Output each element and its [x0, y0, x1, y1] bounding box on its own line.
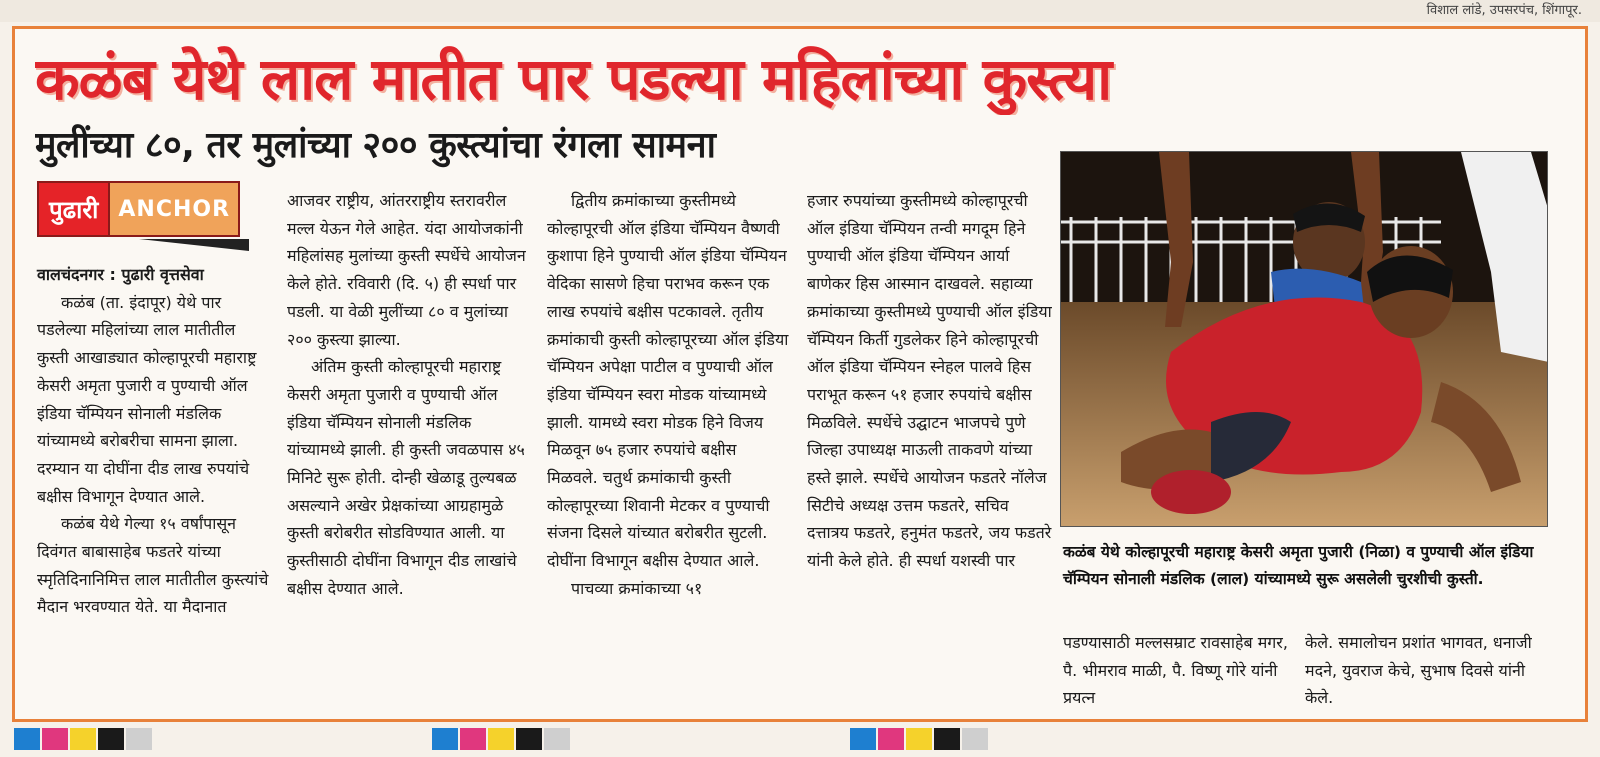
color-swatch	[14, 728, 40, 750]
headline: कळंब येथे लाल मातीत पार पडल्या महिलांच्या कुस्त्या	[35, 45, 1112, 113]
article-column-2	[287, 187, 527, 603]
article-column-6	[1305, 629, 1550, 712]
subheadline: मुलींच्या ८०, तर मुलांच्या २०० कुस्त्यांचा रंगला सामना	[35, 125, 716, 166]
paragraph: कळंब (ता. इंदापूर) येथे पार पडलेल्या महिलांच्या लाल मातीतील कुस्ती आखाड्यात कोल्हापूरची महाराष्ट्र केसरी अमृता पुजारी व पुण्याची ऑल इंडिया चॅम्पियन सोनाली मंडलिक यांच्यामध्ये बरोबरीचा सामना झाला. दरम्यान या दोघींना दीड लाख रुपयांचे बक्षीस विभागून देण्यात आले.	[37, 292, 257, 506]
article-column-5	[1063, 629, 1293, 712]
color-swatch	[906, 728, 932, 750]
wrestling-photo	[1060, 151, 1548, 527]
top-strip-text: विशाल लांडे, उपसरपंच, शिंगापूर.	[1426, 3, 1582, 18]
color-swatch	[516, 728, 542, 750]
paragraph: पाचव्या क्रमांकाच्या ५१	[571, 578, 703, 598]
color-swatch	[850, 728, 876, 750]
article-frame	[12, 26, 1588, 722]
color-swatch	[544, 728, 570, 750]
paragraph: कळंब येथे गेल्या १५ वर्षांपासून दिवंगत बाबासाहेब फडतरे यांच्या स्मृतिदिनानिमित्त लाल मातीतील कुस्त्यांचे मैदान भरवण्यात येते. या मैदानात	[37, 514, 269, 617]
article-column-1	[37, 261, 272, 621]
logo-tail-shape	[139, 239, 249, 251]
registration-marks	[14, 728, 154, 757]
top-strip	[0, 0, 1600, 22]
color-swatch	[42, 728, 68, 750]
color-swatch	[432, 728, 458, 750]
registration-marks	[850, 728, 990, 757]
registration-marks	[432, 728, 572, 757]
color-swatch	[962, 728, 988, 750]
color-swatch	[98, 728, 124, 750]
article-column-3	[547, 187, 792, 603]
pudhari-anchor-logo	[37, 181, 240, 237]
color-swatch	[934, 728, 960, 750]
dateline: वालचंदनगर : पुढारी वृत्तसेवा	[37, 265, 204, 284]
paragraph: द्वितीय क्रमांकाच्या कुस्तीमध्ये कोल्हापूरची ऑल इंडिया चॅम्पियन वैष्णवी कुशापा हिने पुण्याची ऑल इंडिया चॅम्पियन वेदिका सासणे हिचा पराभव करून एक लाख रुपयांचे बक्षीस पटकावले. तृतीय क्रमांकाची कुस्ती कोल्हापूरच्या ऑल इंडिया चॅम्पियन अपेक्षा पाटील व पुण्याची ऑल इंडिया चॅम्पियन स्वरा मोडक यांच्यामध्ये झाली. यामध्ये स्वरा मोडक हिने विजय मिळवून ७५ हजार रुपयांचे बक्षीस मिळवले. चतुर्थ क्रमांकाची कुस्ती कोल्हापूरच्या शिवानी मेटकर व पुण्याची संजना दिसले यांच्यात बरोबरीत सुटली. दोघींना विभागून बक्षीस देण्यात आले.	[547, 191, 789, 571]
logo-brand: पुढारी	[37, 181, 110, 237]
paragraph: केले. समालोचन प्रशांत भागवत, धनाजी मदने, युवराज केचे, सुभाष दिवसे यांनी केले.	[1305, 633, 1532, 708]
paragraph: अंतिम कुस्ती कोल्हापूरची महाराष्ट्र केसरी अमृता पुजारी व पुण्याची ऑल इंडिया चॅम्पियन सोनाली मंडलिक यांच्यामध्ये झाली. ही कुस्ती जवळपास ४५ मिनिटे सुरू होती. दोन्ही खेळाडू तुल्यबळ असल्याने अखेर प्रेक्षकांच्या आग्रहामुळे कुस्ती बरोबरीत सोडविण्यात आली. या कुस्तीसाठी दोघींना विभागून दीड लाखांचे बक्षीस देण्यात आले.	[287, 357, 525, 598]
color-swatch	[878, 728, 904, 750]
color-swatch	[488, 728, 514, 750]
color-swatch	[70, 728, 96, 750]
color-swatch	[460, 728, 486, 750]
photo-caption: कळंब येथे कोल्हापूरची महाराष्ट्र केसरी अमृता पुजारी (निळा) व पुण्याची ऑल इंडिया चॅम्पियन सोनाली मंडलिक (लाल) यांच्यामध्ये सुरू असलेली चुरशीची कुस्ती.	[1063, 543, 1534, 588]
article-column-4	[807, 187, 1052, 575]
paragraph: पडण्यासाठी मल्लसम्राट रावसाहेब मगर, पै. भीमराव माळी, पै. विष्णू गोरे यांनी प्रयत्न	[1063, 633, 1288, 708]
wrestling-photo-image	[1061, 152, 1548, 527]
paragraph: आजवर राष्ट्रीय, आंतरराष्ट्रीय स्तरावरील मल्ल येऊन गेले आहेत. यंदा आयोजकांनी महिलांसह मुलांच्या कुस्ती स्पर्धेचे आयोजन केले होते. रविवारी (दि. ५) ही स्पर्धा पार पडली. या वेळी मुलींच्या ८० व मुलांच्या २०० कुस्त्या झाल्या.	[287, 191, 526, 349]
paragraph: हजार रुपयांच्या कुस्तीमध्ये कोल्हापूरची ऑल इंडिया चॅम्पियन तन्वी मगदूम हिने पुण्याची ऑल इंडिया चॅम्पियन आर्या बाणेकर हिस आस्मान दाखवले. सहाव्या क्रमांकाच्या कुस्तीमध्ये पुण्याची ऑल इंडिया चॅम्पियन किर्ती गुडलेकर हिने कोल्हापूरची ऑल इंडिया चॅम्पियन स्नेहल पालवे हिस पराभूत करून ५१ हजार रुपयांचे बक्षीस मिळविले. स्पर्धेचे उद्घाटन भाजपचे पुणे जिल्हा उपाध्यक्ष माऊली ताकवणे यांच्या हस्ते झाले. स्पर्धेचे आयोजन फडतरे नॉलेज सिटीचे अध्यक्ष उत्तम फडतरे, सचिव दत्तात्रय फडतरे, हनुमंत फडतरे, जय फडतरे यांनी केले होते. ही स्पर्धा यशस्वी पार	[807, 191, 1052, 571]
color-swatch	[126, 728, 152, 750]
logo-tag: ANCHOR	[110, 181, 240, 237]
